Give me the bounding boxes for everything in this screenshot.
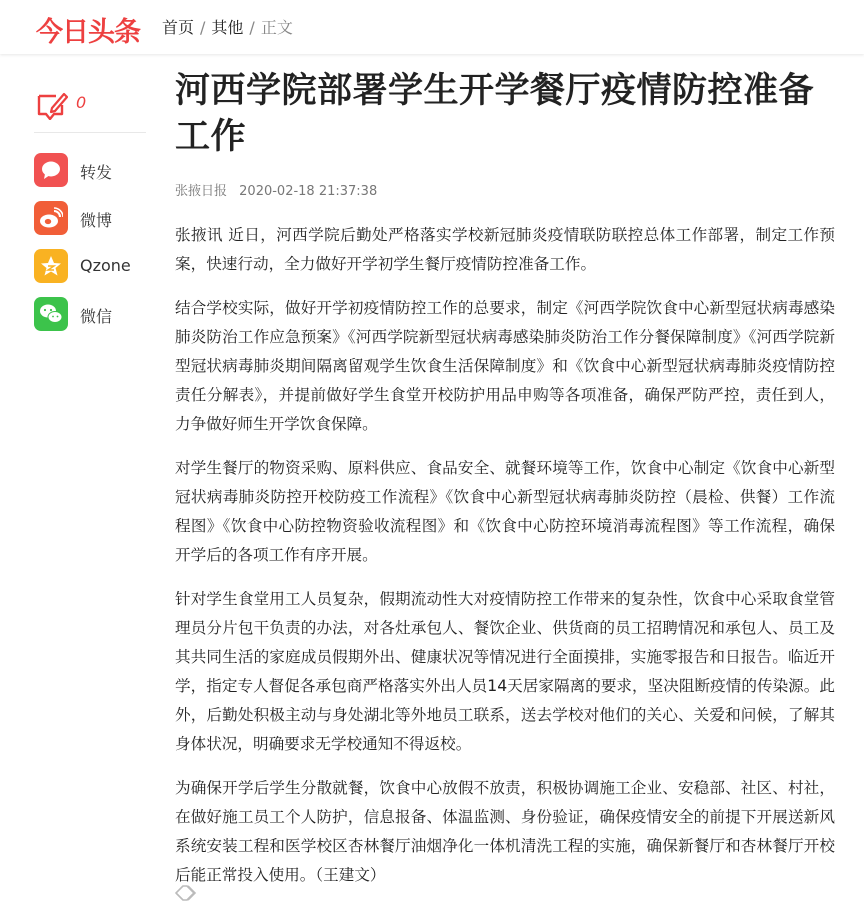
top-bar bbox=[0, 0, 864, 54]
article-paragraph: 针对学生食堂用工人员复杂，假期流动性大对疫情防控工作带来的复杂性，饮食中心采取食堂管理员分片包干负责的办法，对各灶承包人、餐饮企业、供货商的员工招聘情况和承包人、员工及其共同生活的家庭成员假期外出、健康状况等情况进行全面摸排，实施零报告和日报告。临近开学，指定专人督促各承包商严格落实外出人员14天居家隔离的要求，坚决阻断疫情的传染源。此外，后勤处积极主动与身处湖北等外地员工联系，送去学校对他们的关心、关爱和问候，了解其身体状况，明确要求无学校通知不得返校。 bbox=[175, 590, 835, 753]
breadcrumb-separator: / bbox=[249, 18, 255, 37]
comment-count: 0 bbox=[76, 93, 87, 112]
toutiao-logo[interactable]: 今日头条 bbox=[36, 17, 140, 48]
share-weibo-label: 微博 bbox=[80, 211, 113, 230]
share-wechat-button[interactable] bbox=[34, 291, 146, 339]
share-weibo-button[interactable] bbox=[34, 195, 146, 243]
article-paragraph: 对学生餐厅的物资采购、原料供应、食品安全、就餐环境等工作，饮食中心制定《饮食中心新型冠状病毒肺炎防控开校防疫工作流程》《饮食中心新型冠状病毒肺炎防控（晨检、供餐）工作流程图》《饮食中心防控物资验收流程图》和《饮食中心防控环境消毒流程图》等工作流程，确保开学后的各项工作有序开展。 bbox=[175, 459, 835, 564]
breadcrumb-home[interactable]: 首页 bbox=[162, 18, 195, 37]
article-body bbox=[175, 221, 835, 890]
share-repost-label: 转发 bbox=[80, 163, 113, 182]
qzone-icon bbox=[34, 249, 68, 283]
wechat-icon bbox=[34, 297, 68, 331]
weibo-icon bbox=[34, 201, 68, 235]
repost-icon bbox=[34, 153, 68, 187]
article-source: 张掖日报 bbox=[175, 184, 228, 199]
breadcrumb bbox=[162, 15, 293, 38]
article-paragraph: 张掖讯 近日，河西学院后勤处严格落实学校新冠肺炎疫情联防联控总体工作部署，制定工作预案，快速行动，全力做好开学初学生餐厅疫情防控准备工作。 bbox=[175, 226, 835, 273]
comment-button[interactable] bbox=[34, 84, 146, 133]
comment-icon bbox=[36, 90, 68, 120]
breadcrumb-current: 正文 bbox=[260, 18, 293, 37]
article-paragraph: 为确保开学后学生分散就餐，饮食中心放假不放责，积极协调施工企业、安稳部、社区、村社，在做好施工员工个人防护，信息报备、体温监测、身份验证，确保疫情安全的前提下开展送新风系统安装工程和医学校区杏林餐厅油烟净化一体机清洗工程的实施，确保新餐厅和杏林餐厅开校后能正常投入使用。（王建文） bbox=[175, 779, 835, 884]
share-sidebar bbox=[34, 84, 146, 339]
article-meta bbox=[175, 180, 835, 199]
tag-icon[interactable] bbox=[175, 884, 197, 902]
breadcrumb-separator: / bbox=[200, 18, 206, 37]
share-wechat-label: 微信 bbox=[80, 307, 113, 326]
article-paragraph: 结合学校实际，做好开学初疫情防控工作的总要求，制定《河西学院饮食中心新型冠状病毒感染肺炎防治工作应急预案》《河西学院新型冠状病毒感染肺炎防治工作分餐保障制度》《河西学院新型冠状病毒肺炎期间隔离留观学生饮食生活保障制度》和《饮食中心新型冠状病毒肺炎疫情防控责任分解表》，并提前做好学生食堂开校防护用品申购等各项准备，确保严防严控，责任到人，力争做好师生开学饮食保障。 bbox=[175, 299, 835, 433]
share-qzone-label: Qzone bbox=[80, 256, 131, 275]
share-qzone-button[interactable] bbox=[34, 243, 146, 291]
article-time: 2020-02-18 21:37:38 bbox=[239, 184, 378, 199]
article-title: 河西学院部署学生开学餐厅疫情防控准备工作 bbox=[175, 71, 815, 157]
breadcrumb-other[interactable]: 其他 bbox=[211, 18, 244, 37]
share-repost-button[interactable] bbox=[34, 147, 146, 195]
article bbox=[175, 68, 835, 905]
